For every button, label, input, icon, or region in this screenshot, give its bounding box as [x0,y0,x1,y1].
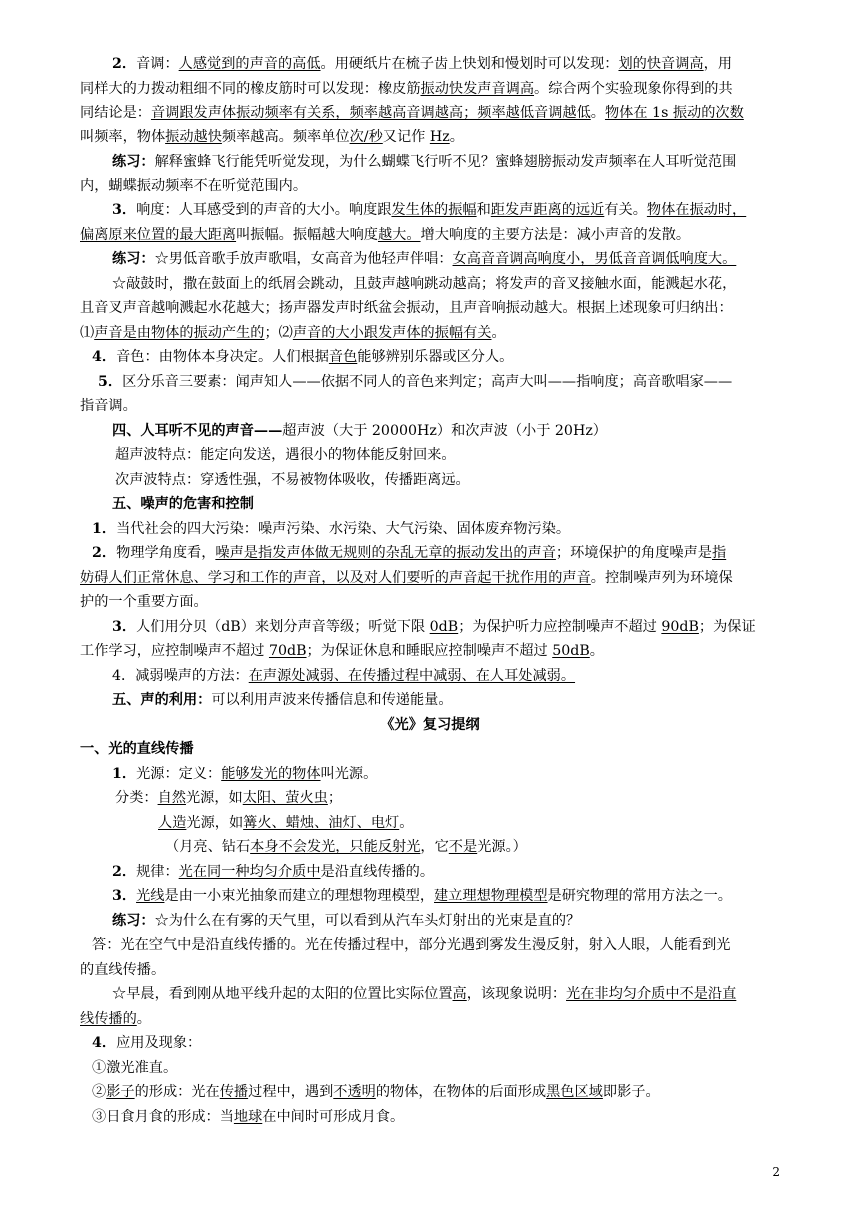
text-line [80,568,780,588]
text-span: 五、噪声的危害和控制 [112,496,254,512]
text-span: 2． [112,864,137,880]
underlined-answer: 影子 [106,1084,135,1100]
text-line [98,372,798,392]
underlined-answer: 划的快音调高 [618,56,704,72]
text-line [112,54,812,74]
underlined-answer: 音调跟发声体振动频率有关系，频率越高音调越高；频率越低音调越低 [150,105,591,121]
underlined-answer: 90dB [661,619,699,635]
text-span: ；⑵ [264,325,293,341]
text-span: 叫频率，物体 [80,129,166,145]
text-span: 。 [590,105,605,121]
text-span: 光源，如 [185,790,243,806]
underlined-answer: 地球 [233,1109,263,1125]
text-line [112,862,812,882]
underlined-answer: 70dB [268,643,307,659]
text-span: 同样大的力拨动粗细不同的橡皮筋时可以发现：橡皮筋 [80,81,421,97]
text-span: 的直线传播。 [80,962,166,978]
text-span: 2． [92,545,117,561]
text-span: 5． [98,374,123,390]
text-span: 音调： [136,56,179,72]
text-line [80,79,780,99]
underlined-answer: 线传播的 [80,1011,137,1027]
text-line [80,225,780,245]
text-line [80,127,780,147]
text-span: 4．减弱噪声的方法： [112,668,249,684]
text-span: 和 [476,202,491,218]
text-line [80,396,780,416]
text-line [92,543,792,563]
text-line [80,592,780,612]
text-span: 。 [491,325,506,341]
text-line [92,1058,792,1078]
text-span: 。控制噪声列为环境保 [590,570,733,586]
underlined-answer: 越大。 [377,227,421,243]
underlined-answer: 偏离原来位置的最大距离 [80,227,237,243]
underlined-answer: 篝火、蜡烛、油灯、电灯 [243,815,400,831]
underlined-answer: Hz [429,129,450,145]
text-line [80,298,780,318]
text-span: 的物体，在物体的后面形成 [375,1084,547,1100]
text-span: ☆早晨，看到刚从地平线升起的太阳的位置比实际位置 [112,986,453,1002]
text-span: 又记作 [382,129,430,145]
text-line [112,617,812,637]
text-line [0,715,860,735]
text-span: ，它 [420,839,449,855]
text-span: 答：光在空气中是沿直线传播的。光在传播过程中，部分光遇到雾发生漫反射，射入人眼，人能看到光 [92,937,731,953]
underlined-answer: 振动快发声音调高 [420,81,535,97]
text-span: ；为保证休息和睡眠应控制噪声不超过 [306,643,553,659]
text-span: 音色：由物体本身决定。人们根据 [116,349,329,365]
text-span: 是沿直线传播的。 [320,864,435,880]
underlined-answer: 噪声是指发声体做无规则的杂乱无章的振动发出的声音 [215,545,556,561]
text-line [112,274,812,294]
text-span: 。 [136,1011,151,1027]
text-line [112,886,812,906]
text-span: 3． [112,619,137,635]
underlined-answer: 不是 [448,839,478,855]
text-line [80,641,780,661]
text-span: ； [327,790,343,806]
text-span: ☆男低音歌手放声歌唱，女高音为他轻声伴唱： [154,251,453,267]
text-span: 可以利用声波来传播信息和传递能量。 [211,692,453,708]
text-line [92,935,792,955]
text-line [115,788,815,808]
underlined-answer: 50dB [552,643,590,659]
text-line [80,323,780,343]
text-span: 有关。 [604,202,647,218]
text-span: 增大响度的主要方法是：减小声音的发散。 [420,227,691,243]
text-span: 1． [112,766,137,782]
text-line [92,1082,792,1102]
underlined-answer: 音色 [328,349,358,365]
text-span: 同结论是： [80,105,151,121]
text-span: ⑴ [80,325,95,341]
underlined-answer: 次/秒 [349,129,383,145]
text-span: 叫振幅。振幅越大响度 [236,227,378,243]
text-span: 。 [589,643,604,659]
underlined-answer: 自然 [157,790,186,806]
underlined-answer: 指 [711,545,727,561]
text-span: 是研究物理的常用方法之一。 [547,888,732,904]
text-span: ①激光准直。 [92,1060,178,1076]
text-line [112,249,812,269]
underlined-answer: 距发声距离的远近 [490,202,605,218]
underlined-answer: 声音的大小跟发声体的振幅有关 [292,325,492,341]
text-line [112,911,812,931]
underlined-answer: 妨碍人们正常休息、学习和工作的声音，以及对人们要听的声音起干扰作用的声音 [80,570,591,586]
text-span: 物理学角度看， [116,545,216,561]
text-line [112,984,812,1004]
text-span: 1． [92,521,117,537]
text-span: ；环境保护的角度噪声是 [555,545,712,561]
text-span: 超声波特点：能定向发送，遇很小的物体能反射回来。 [115,447,456,463]
page-number: 2 [772,1165,780,1179]
text-line [92,347,792,367]
text-span: 光源：定义： [136,766,222,782]
text-span: 练习： [112,913,155,929]
text-line [80,960,780,980]
text-span: 叫光源。 [320,766,378,782]
underlined-answer: 物体在振动时， [646,202,747,218]
text-span: 四、人耳听不见的声音—— [112,423,283,439]
text-line [115,445,815,465]
text-span: 超声波（大于 20000Hz）和次声波（小于 20Hz） [282,423,607,439]
text-span: 4． [92,349,117,365]
text-span: 人们用分贝（dB）来划分声音等级；听觉下限 [136,619,430,635]
underlined-answer: 光在非均匀介质中不是沿直 [566,986,737,1002]
text-span: ☆敲鼓时，撒在鼓面上的纸屑会跳动，且鼓声越响跳动越高；将发声的音叉接触水面，能溅起水花， [112,276,737,292]
text-span: 当代社会的四大污染：噪声污染、水污染、大气污染、固体废弃物污染。 [116,521,571,537]
underlined-answer: 女高音音调高响度小，男低音音调低响度大。 [452,251,737,267]
text-span: 3． [112,888,137,904]
text-span: 过程中，遇到 [248,1084,334,1100]
text-line [80,103,780,123]
text-span: 解释蜜蜂飞行能凭听觉发现，为什么蝴蝶飞行听不见？蜜蜂翅膀振动发声频率在人耳听觉范围 [154,154,737,170]
underlined-answer: 太阳、萤火虫 [242,790,328,806]
text-span: ；为保护听力应控制噪声不超过 [458,619,662,635]
text-line [80,739,780,759]
text-line [112,200,812,220]
text-line [80,1009,780,1029]
text-span: 的形成：光在 [134,1084,220,1100]
text-span: 4． [92,1035,117,1051]
text-span: ☆为什么在有雾的天气里，可以看到从汽车头灯射出的光束是直的？ [154,913,581,929]
text-line [92,1107,792,1127]
text-line [112,421,812,441]
text-span: 响度：人耳感受到的声音的大小。响度跟 [136,202,392,218]
text-span: 即影子。 [602,1084,660,1100]
text-span: 且音叉声音越响溅起水花越大；扬声器发声时纸盆会振动，且声音响振动越大。根据上述现象可归纳出： [80,300,733,316]
text-span: 工作学习，应控制噪声不超过 [80,643,269,659]
text-span: 光源。） [477,839,527,855]
underlined-answer: 不透明 [333,1084,376,1100]
text-span: 指音调。 [80,398,137,414]
text-span: ③日食月食的形成：当 [92,1109,234,1125]
text-line [112,764,812,784]
text-span: 分类： [115,790,158,806]
text-line [158,813,858,833]
text-span: 是由一小束光抽象而建立的理想物理模型， [164,888,435,904]
text-span: 。用硬纸片在梳子齿上快划和慢划时可以发现： [320,56,619,72]
text-span: 应用及现象： [116,1035,202,1051]
text-span: 3． [112,202,137,218]
underlined-answer: 在声源处减弱、在传播过程中减弱、在人耳处减弱。 [248,668,576,684]
text-span: （月亮、钻石 [165,839,251,855]
text-span: 护的一个重要方面。 [80,594,208,610]
underlined-answer: 物体在 1s 振动的次数 [604,105,744,121]
underlined-answer: 本身不会发光，只能反射光 [250,839,421,855]
text-line [112,494,812,514]
text-span: ，该现象说明： [466,986,567,1002]
text-span: 频率越高。频率单位 [221,129,350,145]
underlined-answer: 0dB [429,619,459,635]
text-span: 内，蝴蝶振动频率不在听觉范围内。 [80,178,308,194]
text-span: 。综合两个实验现象你得到的共 [534,81,733,97]
underlined-answer: 黑色区域 [546,1084,603,1100]
text-line [165,837,860,857]
text-span: ，用 [703,56,733,72]
underlined-answer: 高 [452,986,467,1002]
underlined-answer: 人感觉到的声音的高低 [178,56,321,72]
text-line [112,666,812,686]
text-span: 。 [399,815,414,831]
underlined-answer: 能够发光的物体 [221,766,321,782]
text-line [112,152,812,172]
text-span: ② [92,1084,107,1100]
underlined-answer: 光在同一种均匀介质中 [178,864,321,880]
text-span: 光源，如 [186,815,244,831]
text-span: 练习： [112,154,155,170]
text-span: 2． [112,56,137,72]
underlined-answer: 发生体的振幅 [391,202,477,218]
text-line [92,519,792,539]
text-span: 规律： [136,864,179,880]
text-span: 《光》复习提纲 [380,717,480,733]
text-span: 区分乐音三要素：闻声知人——依据不同人的音色来判定；高声大叫——指响度；高音歌唱家—— [122,374,733,390]
text-line [80,176,780,196]
underlined-answer: 人造 [158,815,187,831]
text-span: 能够辨别乐器或区分人。 [357,349,514,365]
text-span: 五、声的利用： [112,692,212,708]
underlined-answer: 传播 [219,1084,249,1100]
underlined-answer: 光线 [136,888,165,904]
underlined-answer: 声音是由物体的振动产生的 [94,325,265,341]
underlined-answer: 建立理想物理模型 [434,888,548,904]
text-span: ；为保证 [698,619,756,635]
text-line [92,1033,792,1053]
text-span: 次声波特点：穿透性强，不易被物体吸收，传播距离远。 [115,472,470,488]
text-span: 在中间时可形成月食。 [262,1109,405,1125]
underlined-answer: 振动越快 [165,129,222,145]
text-line [112,690,812,710]
text-span: 。 [449,129,464,145]
text-span: 练习： [112,251,155,267]
text-span: 一、光的直线传播 [80,741,194,757]
text-line [115,470,815,490]
